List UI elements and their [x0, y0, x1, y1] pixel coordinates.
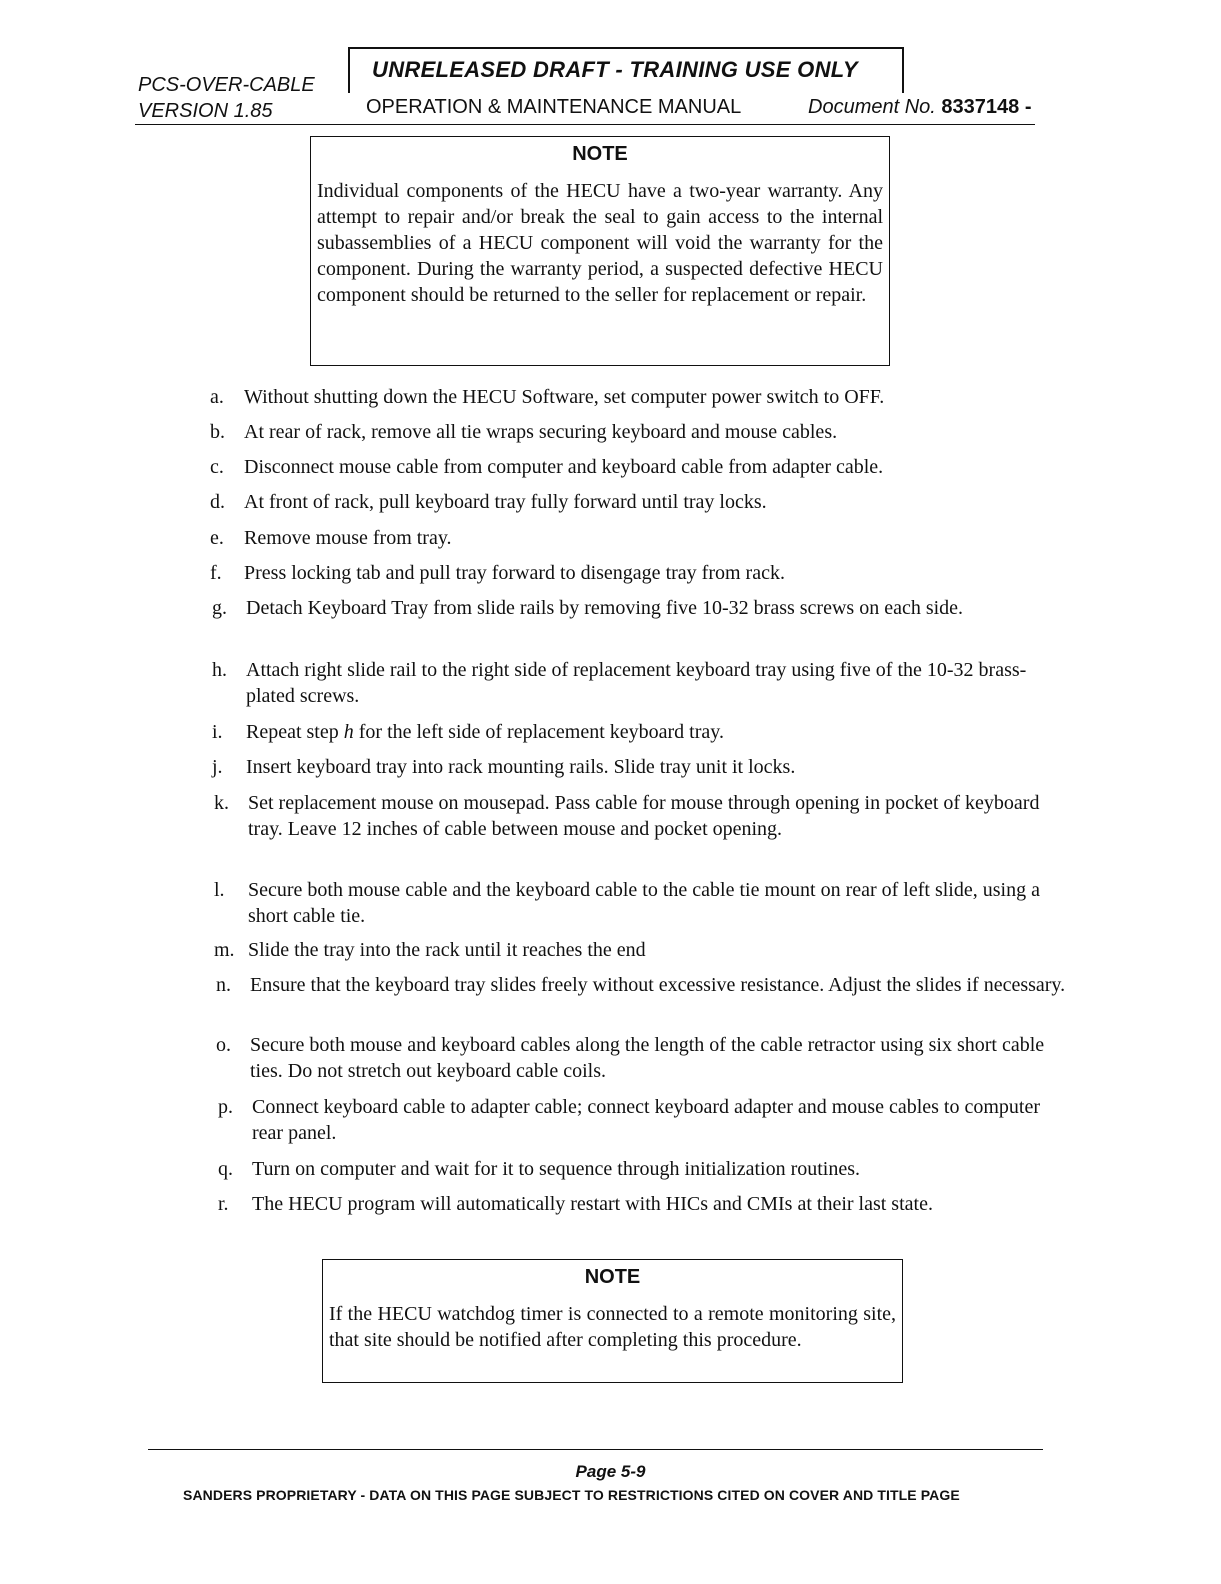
step-label: n.	[216, 974, 231, 996]
step-text: At rear of rack, remove all tie wraps securing keyboard and mouse cables.	[244, 421, 838, 443]
step-text-after: for the left side of replacement keyboard tray.	[353, 721, 724, 743]
step-label: g.	[212, 597, 227, 619]
step-text: At front of rack, pull keyboard tray fully forward until tray locks.	[244, 491, 767, 513]
step-label: q.	[218, 1158, 233, 1180]
draft-banner: UNRELEASED DRAFT - TRAINING USE ONLY	[348, 47, 904, 93]
step-text: The HECU program will automatically restart with HICs and CMIs at their last state.	[252, 1193, 933, 1215]
step-text: Slide the tray into the rack until it reaches the end	[248, 939, 646, 961]
step-label: c.	[210, 456, 224, 478]
step-text: Detach Keyboard Tray from slide rails by removing five 10-32 brass screws on each side.	[246, 597, 964, 619]
step-label: b.	[210, 421, 225, 443]
document-number-value: 8337148 -	[941, 96, 1032, 118]
step-text: Press locking tab and pull tray forward to disengage tray from rack.	[244, 562, 785, 584]
step-label: r.	[218, 1193, 229, 1215]
step-label: o.	[216, 1034, 231, 1056]
step-label: h.	[212, 659, 227, 681]
step-text-before: Repeat step	[246, 721, 344, 743]
note-title: NOTE	[584, 1266, 641, 1288]
step-text: Turn on computer and wait for it to sequence through initialization routines.	[252, 1158, 861, 1180]
manual-title: OPERATION & MAINTENANCE MANUAL	[366, 96, 742, 118]
step-text: Disconnect mouse cable from computer and keyboard cable from adapter cable.	[244, 456, 884, 478]
step-label: j.	[212, 756, 223, 778]
step-text: Secure both mouse and keyboard cables along the length of the cable retractor using six short cable ties. Do not stretch out keyboard cable coils.	[250, 1034, 1045, 1082]
note-title: NOTE	[572, 143, 628, 165]
header-divider	[135, 124, 1035, 125]
step-text: Set replacement mouse on mousepad. Pass cable for mouse through opening in pocket of keyboard tray. Leave 12 inches of cable between mouse and pocket opening.	[248, 792, 1040, 840]
step-text: Connect keyboard cable to adapter cable; connect keyboard adapter and mouse cables to computer rear panel.	[252, 1096, 1040, 1144]
step-text: Remove mouse from tray.	[244, 527, 452, 549]
footer-divider	[148, 1449, 1043, 1450]
step-text: Insert keyboard tray into rack mounting rails. Slide tray unit it locks.	[246, 756, 796, 778]
step-label: a.	[210, 386, 224, 408]
document-number-label: Document No.	[808, 96, 936, 118]
step-text: Ensure that the keyboard tray slides freely without excessive resistance. Adjust the slides if necessary.	[250, 974, 1066, 996]
watchdog-note	[322, 1259, 903, 1383]
step-label: k.	[214, 792, 229, 814]
step-reference: h	[343, 721, 354, 743]
note-text: Individual components of the HECU have a two-year warranty. Any attempt to repair and/or break the seal to gain access to the internal subassemblies of a HECU component will void the warranty for the component. During the warranty period, a suspected defective HECU component should be returned to the seller for replacement or repair.	[317, 180, 883, 306]
note-text: If the HECU watchdog timer is connected to a remote monitoring site, that site should be notified after completing this procedure.	[329, 1303, 896, 1351]
product-name: PCS-OVER-CABLE	[138, 74, 315, 96]
step-text: Attach right slide rail to the right side of replacement keyboard tray using five of the 10-32 brass-plated screws.	[246, 659, 1027, 707]
proprietary-notice: SANDERS PROPRIETARY - DATA ON THIS PAGE SUBJECT TO RESTRICTIONS CITED ON COVER AND TITLE PAGE	[183, 1487, 960, 1503]
warranty-note	[310, 136, 890, 366]
page-number: Page 5-9	[575, 1462, 646, 1481]
step-label: l.	[214, 879, 225, 901]
version-label: VERSION 1.85	[138, 100, 273, 122]
step-label: i.	[212, 721, 223, 743]
document-number	[808, 96, 1031, 119]
step-text: Secure both mouse cable and the keyboard cable to the cable tie mount on rear of left slide, using a short cable tie.	[248, 879, 1040, 927]
step-label: m.	[214, 939, 235, 961]
step-text: Without shutting down the HECU Software, set computer power switch to OFF.	[244, 386, 885, 408]
step-label: f.	[210, 562, 222, 584]
step-text	[246, 719, 1066, 745]
step-label: p.	[218, 1096, 233, 1118]
step-label: d.	[210, 491, 225, 513]
step-label: e.	[210, 527, 224, 549]
